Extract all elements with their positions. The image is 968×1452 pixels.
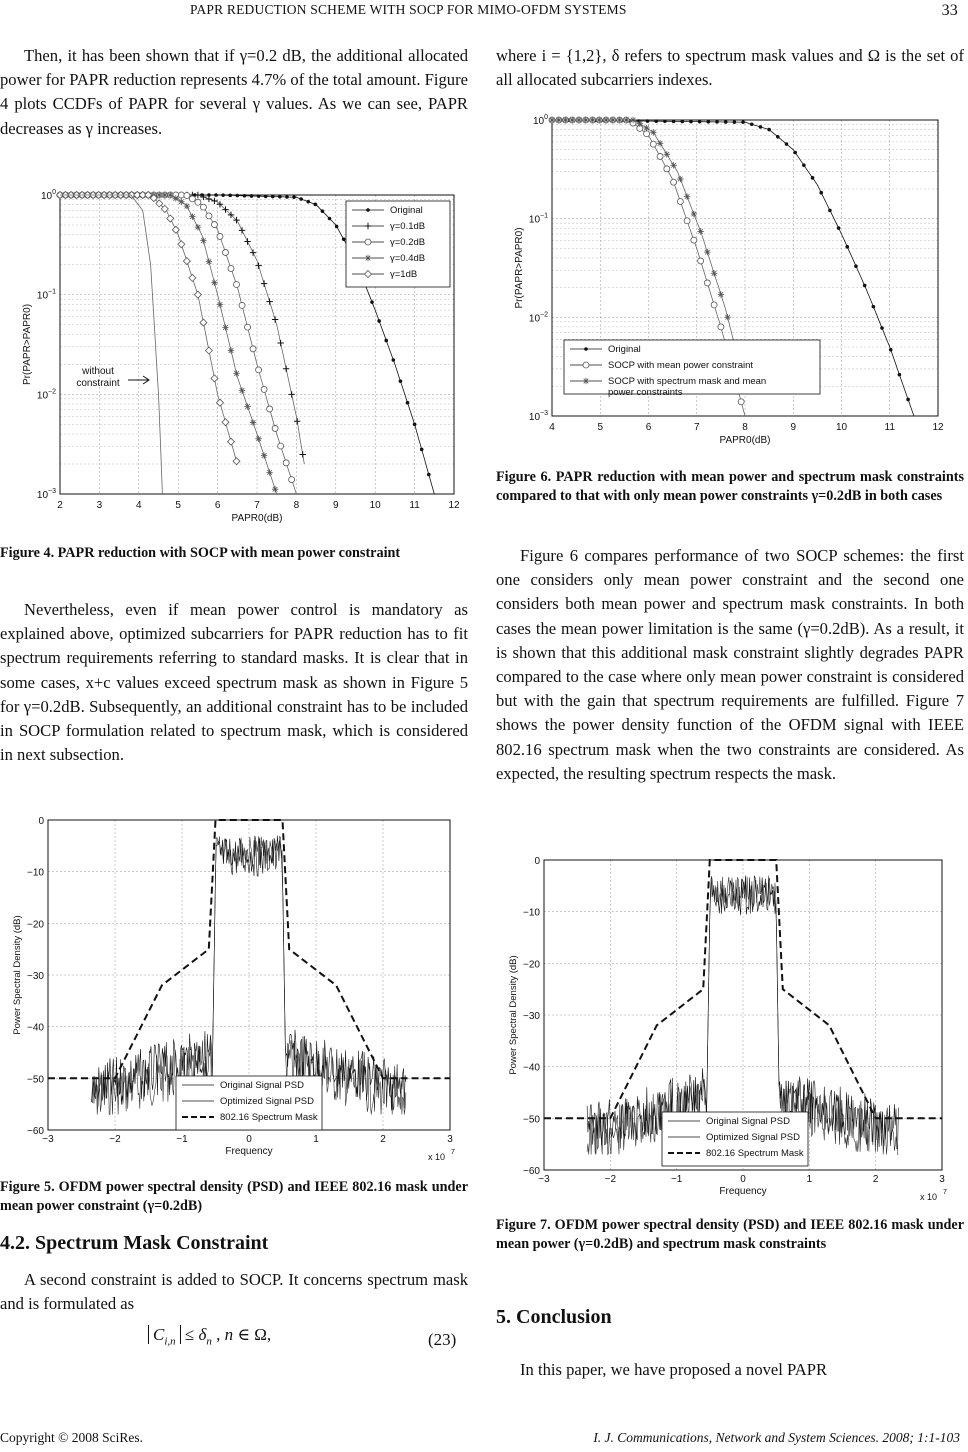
x-multiplier: x 10 (920, 1192, 938, 1202)
legend-label: Original (390, 205, 423, 216)
series-optimized-psd (92, 836, 406, 1111)
data-point (691, 211, 697, 217)
x-tick-label: 5 (597, 422, 604, 433)
data-point (643, 125, 649, 131)
y-axis-label: Pr(PAPR>PAPR0) (514, 227, 525, 309)
data-point (654, 119, 658, 123)
y-tick-label: −40 (523, 1062, 540, 1074)
legend-marker (583, 362, 589, 368)
data-point (266, 469, 272, 475)
x-tick-label: 4 (136, 500, 142, 511)
legend-label: SOCP with spectrum mask and mean (608, 376, 767, 387)
data-point (200, 204, 206, 210)
x-tick-label: 3 (96, 500, 103, 511)
legend-label: 802.16 Spectrum Mask (220, 1112, 318, 1123)
data-point (549, 117, 555, 123)
data-point (556, 117, 562, 123)
data-point (239, 302, 245, 308)
legend-marker (366, 208, 370, 212)
data-point (299, 197, 303, 201)
journal-citation: I. J. Communications, Network and System Sciences. 2008; 1:1-103 (593, 1430, 960, 1445)
data-point (261, 280, 267, 286)
data-point (257, 194, 261, 198)
figure-4 (10, 178, 468, 528)
right-para-1: Figure 6 compares performance of two SOCP schemes: the first one considers only mean power constraint and the second one considers both mean power and spectrum mask constraints. In both cases the mean power limitation is the same (γ=0.2dB). As a result, it is shown that this additional mask constraint slightly degrades PAPR compared to the case where only mean power constraint is considered but with the gain that spectrum requirements are fulfilled. Figure 7 shows the power density function of the OFDM signal with IEEE 802.16 spectrum mask when the two constraints are considered. As expected, the resulting spectrum respects the mask. (496, 546, 964, 783)
y-axis-label: Pr(PAPR>PAPR0) (22, 303, 33, 386)
data-point (292, 195, 296, 199)
data-point (616, 117, 622, 123)
data-point (759, 125, 763, 129)
series-line (60, 195, 277, 494)
x-tick-label: 2 (872, 1174, 879, 1185)
x-axis-label: PAPR0(dB) (231, 513, 283, 524)
data-point (227, 438, 234, 445)
annotation-without-constraint (76, 366, 149, 389)
data-point (189, 274, 196, 281)
y-tick-label: −40 (27, 1022, 44, 1034)
data-point (228, 347, 234, 353)
data-point (384, 339, 388, 343)
x-tick-label: −2 (109, 1134, 121, 1145)
page-number: 33 (941, 2, 958, 19)
data-point (217, 233, 223, 239)
data-point (413, 423, 417, 427)
x-axis-label: PAPR0(dB) (719, 435, 771, 446)
data-point (711, 270, 717, 276)
data-point (863, 284, 867, 288)
data-point (837, 226, 841, 230)
legend-label: γ=0.1dB (390, 221, 426, 232)
x-tick-label: 12 (448, 500, 460, 511)
data-point (184, 192, 190, 198)
data-point (680, 120, 684, 124)
y-tick-label: $10^{-3}$ (528, 410, 548, 423)
data-point (845, 245, 849, 249)
x-tick-label: 1 (313, 1134, 319, 1145)
y-tick-label: $10^{-2}$ (528, 311, 548, 325)
figure-6-caption: Figure 6. PAPR reduction with mean power and spectrum mask constraints compared to that with only mean power constraints γ=0.2dB in both cases (496, 469, 964, 504)
data-point (603, 117, 609, 123)
figure-5-caption: Figure 5. OFDM power spectral density (PSD) and IEEE 802.16 mask under mean power constraint (γ=0.2dB) (0, 1179, 468, 1214)
data-point (691, 237, 697, 243)
legend-marker (583, 378, 589, 384)
y-tick-label: −20 (27, 919, 44, 931)
data-point (167, 192, 173, 198)
data-point (724, 120, 728, 124)
data-point (576, 117, 582, 123)
legend (662, 1112, 808, 1166)
equation-number: (23) (428, 1330, 457, 1349)
data-point (750, 122, 754, 126)
data-point (194, 291, 201, 298)
figure-7 (506, 850, 962, 1210)
legend-label: Original Signal PSD (706, 1116, 790, 1127)
data-point (285, 195, 289, 199)
data-point (261, 386, 267, 392)
data-point (283, 460, 289, 466)
x-axis-label: Frequency (719, 1186, 767, 1197)
data-point (261, 452, 267, 458)
x-tick-label: 9 (333, 500, 339, 511)
data-point (211, 279, 217, 285)
data-point (222, 324, 228, 330)
x-tick-label: −3 (42, 1134, 54, 1145)
figure-5 (10, 808, 468, 1168)
data-point (256, 367, 262, 373)
data-point (264, 195, 268, 199)
data-point (289, 477, 295, 483)
data-point (569, 117, 575, 123)
y-tick-label: $10^0$ (40, 189, 56, 202)
data-point (677, 198, 683, 204)
data-point (733, 120, 737, 124)
x-multiplier-exp: 7 (943, 1189, 947, 1196)
y-tick-label: −60 (523, 1166, 540, 1177)
data-point (715, 120, 719, 124)
data-point (239, 387, 245, 393)
data-point (272, 486, 278, 492)
data-point (872, 305, 876, 309)
y-tick-label: −50 (523, 1114, 540, 1126)
figure-6 (506, 104, 962, 456)
data-point (272, 316, 278, 322)
data-point (167, 215, 174, 222)
data-point (173, 195, 179, 201)
x-tick-label: 0 (246, 1134, 252, 1145)
data-point (377, 319, 381, 323)
data-point (718, 291, 724, 297)
data-point (233, 370, 239, 376)
data-point (589, 117, 595, 123)
data-point (211, 375, 218, 382)
data-point (271, 195, 275, 199)
data-point (657, 153, 663, 159)
annotation-text: without (82, 366, 114, 377)
y-tick-label: −10 (27, 867, 44, 879)
x-tick-label: −3 (538, 1174, 550, 1185)
data-point (828, 209, 832, 213)
data-point (178, 192, 184, 198)
y-axis-label: Power Spectral Density (dB) (508, 955, 519, 1075)
y-tick-label: $10^0$ (532, 114, 548, 127)
annotation-arrow (128, 376, 149, 384)
data-point (427, 473, 431, 477)
x-multiplier-exp: 7 (451, 1149, 455, 1156)
data-point (195, 224, 201, 230)
y-tick-label: $10^{-3}$ (36, 488, 56, 501)
data-point (741, 120, 745, 124)
data-point (583, 117, 589, 123)
x-axis-label: Frequency (225, 1146, 273, 1157)
x-tick-label: −1 (670, 1174, 683, 1185)
data-point (610, 117, 616, 123)
legend-label: Optimized Signal PSD (706, 1132, 800, 1143)
data-point (222, 249, 228, 255)
data-point (650, 129, 656, 135)
legend (564, 340, 820, 398)
data-point (689, 120, 693, 124)
data-point (420, 448, 424, 452)
y-tick-label: −50 (27, 1074, 44, 1086)
data-point (802, 163, 806, 167)
x-tick-label: 6 (645, 422, 652, 433)
data-point (889, 348, 893, 352)
data-point (222, 419, 229, 426)
data-point (217, 301, 223, 307)
annotation-text: constraint (76, 378, 120, 389)
data-point (228, 194, 232, 198)
data-point (300, 451, 306, 457)
data-point (294, 418, 300, 424)
running-title: PAPR REDUCTION SCHEME WITH SOCP FOR MIMO-OFDM SYSTEMS (190, 2, 627, 17)
section-4-2-heading: 4.2. Spectrum Mask Constraint (0, 1232, 269, 1254)
data-point (370, 300, 374, 304)
data-point (239, 227, 245, 233)
data-point (793, 151, 797, 155)
data-point (278, 443, 284, 449)
data-point (211, 222, 217, 228)
data-point (906, 398, 910, 402)
data-point (200, 237, 206, 243)
data-point (684, 193, 690, 199)
left-para-2: Nevertheless, even if mean power control is mandatory as explained above, optimized subcarriers for PAPR reduction has to fit spectrum requirements referring to standard masks. It is clear that in some cases, x+c values exceed spectrum mask as shown in Figure 5 for γ=0.2dB. Subsequently, an additional constraint has to be included in SOCP formulation related to spectrum mask, which is considered in next subsection. (0, 600, 468, 765)
data-point (342, 237, 346, 241)
data-point (637, 120, 643, 126)
data-point (195, 199, 201, 205)
data-point (724, 314, 730, 320)
legend-label: 802.16 Spectrum Mask (706, 1148, 804, 1159)
data-point (195, 192, 201, 198)
data-point (677, 176, 683, 182)
data-point (178, 241, 185, 248)
data-point (236, 194, 240, 198)
data-point (671, 179, 677, 185)
data-point (162, 192, 168, 198)
x-tick-label: 7 (254, 500, 260, 511)
data-point (255, 262, 261, 268)
x-tick-label: 7 (693, 422, 700, 433)
data-point (335, 225, 339, 229)
x-tick-label: 10 (369, 500, 381, 511)
y-tick-label: −20 (523, 959, 540, 971)
x-tick-label: 0 (740, 1174, 746, 1185)
x-tick-label: 3 (447, 1134, 453, 1145)
data-point (255, 436, 261, 442)
data-point (698, 258, 704, 264)
data-point (214, 193, 218, 197)
legend-marker (584, 347, 588, 351)
x-tick-label: −1 (176, 1134, 188, 1145)
data-point (321, 209, 325, 213)
x-tick-label: 4 (549, 422, 555, 433)
data-point (811, 176, 815, 180)
data-point (657, 140, 663, 146)
data-point (250, 249, 256, 255)
x-tick-label: 2 (57, 500, 63, 511)
right-para-0: where i = {1,2}, δ refers to spectrum mask values and Ω is the set of all allocated subcarriers indexes. (496, 46, 964, 90)
data-point (664, 151, 670, 157)
copyright: Copyright © 2008 SciRes. (0, 1430, 144, 1445)
data-point (767, 128, 771, 132)
y-tick-label: −30 (523, 1011, 540, 1022)
data-point (206, 196, 212, 202)
data-point (392, 358, 396, 362)
data-point (670, 162, 676, 168)
series-line (60, 195, 162, 494)
data-point (898, 373, 902, 377)
x-tick-label: 9 (790, 422, 797, 433)
x-multiplier: x 10 (428, 1152, 446, 1162)
data-point (189, 196, 195, 202)
legend-label: Original Signal PSD (220, 1080, 304, 1091)
legend-marker (365, 239, 371, 245)
data-point (314, 203, 318, 207)
data-point (266, 298, 272, 304)
legend-label: power constraints (608, 387, 683, 398)
figure-7-caption: Figure 7. OFDM power spectral density (PSD) and IEEE 802.16 mask under mean power (γ=0.2dB) and spectrum mask constraints (496, 1217, 964, 1252)
data-point (183, 258, 190, 265)
legend-label: Optimized Signal PSD (220, 1096, 314, 1107)
x-tick-label: −2 (604, 1174, 617, 1185)
data-point (646, 119, 650, 123)
series-line (60, 195, 237, 464)
data-point (206, 258, 212, 264)
y-axis-label: Power Spectral Density (dB) (12, 915, 23, 1035)
data-point (663, 119, 667, 123)
data-point (211, 198, 217, 204)
y-tick-label: $10^{-1}$ (528, 212, 548, 226)
data-point (233, 458, 240, 465)
data-point (272, 425, 278, 431)
data-point (228, 265, 234, 271)
x-tick-label: 12 (932, 422, 944, 433)
data-point (854, 264, 858, 268)
series--0-2db (57, 192, 296, 494)
data-point (206, 213, 212, 219)
series--0-1db (57, 192, 306, 464)
series--1db (57, 192, 241, 465)
data-point (189, 213, 195, 219)
legend-marker (365, 255, 371, 261)
data-point (306, 200, 310, 204)
right-para-2: In this paper, we have proposed a novel PAPR (520, 1360, 828, 1379)
data-point (562, 117, 568, 123)
y-tick-label: −10 (523, 907, 540, 919)
x-tick-label: 11 (884, 422, 895, 433)
left-para-1: Then, it has been shown that if γ=0.2 dB, the additional allocated power for PAPR reduction represents 4.7% of the total amount. Figure 4 plots CCDFs of PAPR for several γ values. As we can see, PAPR decreases as γ increases. (0, 46, 468, 138)
data-point (664, 166, 670, 172)
data-point (244, 238, 250, 244)
legend (346, 201, 450, 287)
data-point (328, 217, 332, 221)
data-point (672, 120, 676, 124)
legend-label: γ=0.4dB (390, 253, 426, 264)
data-point (650, 141, 656, 147)
y-tick-label: 0 (38, 816, 44, 827)
data-point (785, 142, 789, 146)
data-point (718, 324, 724, 330)
data-point (278, 195, 282, 199)
x-tick-label: 6 (214, 500, 221, 511)
data-point (406, 401, 410, 405)
data-point (267, 406, 273, 412)
left-para-3: A second constraint is added to SOCP. It concerns spectrum mask and is formulated as (0, 1270, 468, 1314)
data-point (623, 117, 629, 123)
legend-label: Original (608, 344, 641, 355)
data-point (880, 326, 884, 330)
data-point (738, 399, 744, 405)
data-point (704, 280, 710, 286)
data-point (244, 403, 250, 409)
data-point (707, 120, 711, 124)
y-tick-label: 0 (534, 856, 540, 867)
data-point (711, 302, 717, 308)
legend (176, 1076, 322, 1130)
data-point (776, 135, 780, 139)
data-point (243, 194, 247, 198)
equation-23: $C_{i,n} \le \delta_n$ , n ∈ Ω, (148, 1325, 271, 1347)
data-point (250, 419, 256, 425)
data-point (221, 193, 225, 197)
legend-label: SOCP with mean power constraint (608, 360, 754, 371)
x-tick-label: 8 (293, 500, 300, 511)
data-point (288, 391, 294, 397)
x-tick-label: 1 (806, 1174, 813, 1185)
figure-4-caption: Figure 4. PAPR reduction with SOCP with mean power constraint (0, 545, 401, 561)
y-tick-label: $10^{-1}$ (36, 288, 56, 302)
data-point (184, 203, 190, 209)
data-point (698, 120, 702, 124)
data-point (399, 379, 403, 383)
y-tick-label: −30 (27, 971, 44, 982)
data-point (178, 199, 184, 205)
data-point (819, 191, 823, 195)
legend-label: γ=1dB (390, 269, 418, 280)
x-tick-label: 2 (380, 1134, 386, 1145)
data-point (630, 117, 636, 123)
x-tick-label: 8 (742, 422, 748, 433)
x-tick-label: 11 (409, 500, 420, 511)
data-point (234, 281, 240, 287)
data-point (704, 249, 710, 255)
data-point (250, 346, 256, 352)
series-unconstrained (60, 195, 162, 494)
x-tick-label: 10 (835, 422, 848, 433)
data-point (250, 194, 254, 198)
data-point (200, 319, 207, 326)
data-point (205, 347, 212, 354)
legend-label: γ=0.2dB (390, 237, 426, 248)
x-tick-label: 3 (939, 1174, 945, 1185)
data-point (277, 340, 283, 346)
y-tick-label: $10^{-2}$ (36, 388, 56, 402)
y-tick-label: −60 (27, 1126, 44, 1137)
data-point (283, 366, 289, 372)
data-point (245, 324, 251, 330)
data-point (644, 131, 650, 137)
data-point (156, 192, 162, 198)
data-point (697, 228, 703, 234)
data-point (596, 117, 602, 123)
x-tick-label: 5 (175, 500, 181, 511)
section-5-heading: 5. Conclusion (496, 1306, 612, 1328)
series-line (60, 195, 304, 464)
data-point (684, 218, 690, 224)
